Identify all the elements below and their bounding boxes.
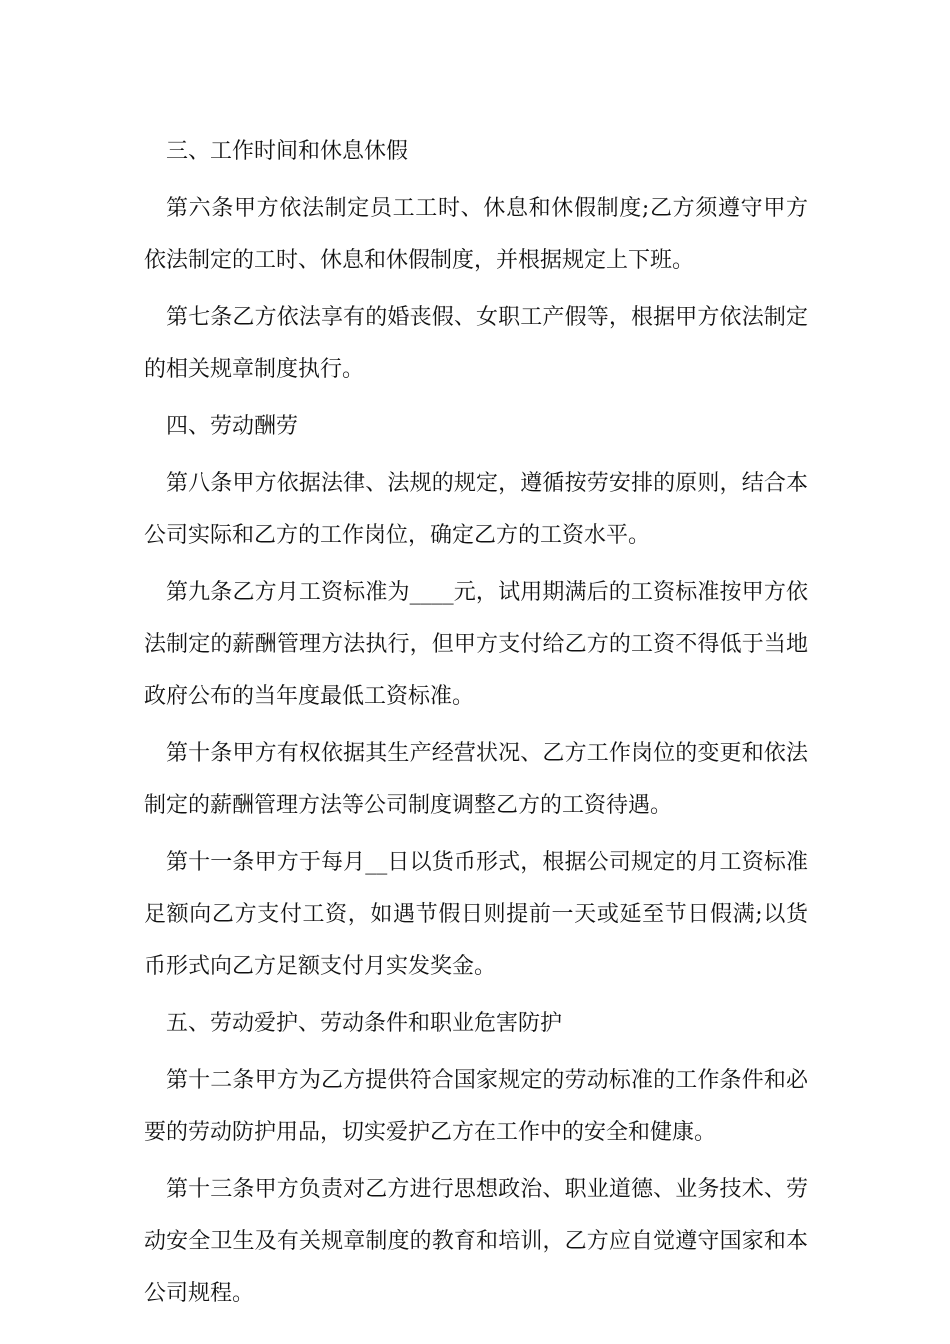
document-body bbox=[144, 126, 808, 1325]
article-9: 第九条乙方月工资标准为____元，试用期满后的工资标准按甲方依法制定的薪酬管理方法执行，但甲方支付给乙方的工资不得低于当地政府公布的当年度最低工资标准。 bbox=[144, 580, 808, 709]
article-6: 第六条甲方依法制定员工工时、休息和休假制度;乙方须遵守甲方依法制定的工时、休息和休假制度，并根据规定上下班。 bbox=[144, 196, 808, 273]
article-13: 第十三条甲方负责对乙方进行思想政治、职业道德、业务技术、劳动安全卫生及有关规章制度的教育和培训，乙方应自觉遵守国家和本公司规程。 bbox=[144, 1177, 808, 1306]
article-10: 第十条甲方有权依据其生产经营状况、乙方工作岗位的变更和依法制定的薪酬管理方法等公司制度调整乙方的工资待遇。 bbox=[144, 741, 808, 818]
article-7: 第七条乙方依法享有的婚丧假、女职工产假等，根据甲方依法制定的相关规章制度执行。 bbox=[144, 305, 808, 382]
section-heading-3: 三、工作时间和休息休假 bbox=[166, 139, 409, 164]
article-12: 第十二条甲方为乙方提供符合国家规定的劳动标准的工作条件和必要的劳动防护用品，切实爱护乙方在工作中的安全和健康。 bbox=[144, 1068, 808, 1145]
article-11: 第十一条甲方于每月__日以货币形式，根据公司规定的月工资标准足额向乙方支付工资，如遇节假日则提前一天或延至节日假满;以货币形式向乙方足额支付月实发奖金。 bbox=[144, 850, 808, 979]
section-heading-4: 四、劳动酬劳 bbox=[166, 414, 299, 439]
article-8: 第八条甲方依据法律、法规的规定，遵循按劳安排的原则，结合本公司实际和乙方的工作岗位，确定乙方的工资水平。 bbox=[144, 471, 808, 548]
section-heading-5: 五、劳动爱护、劳动条件和职业危害防护 bbox=[166, 1011, 563, 1036]
